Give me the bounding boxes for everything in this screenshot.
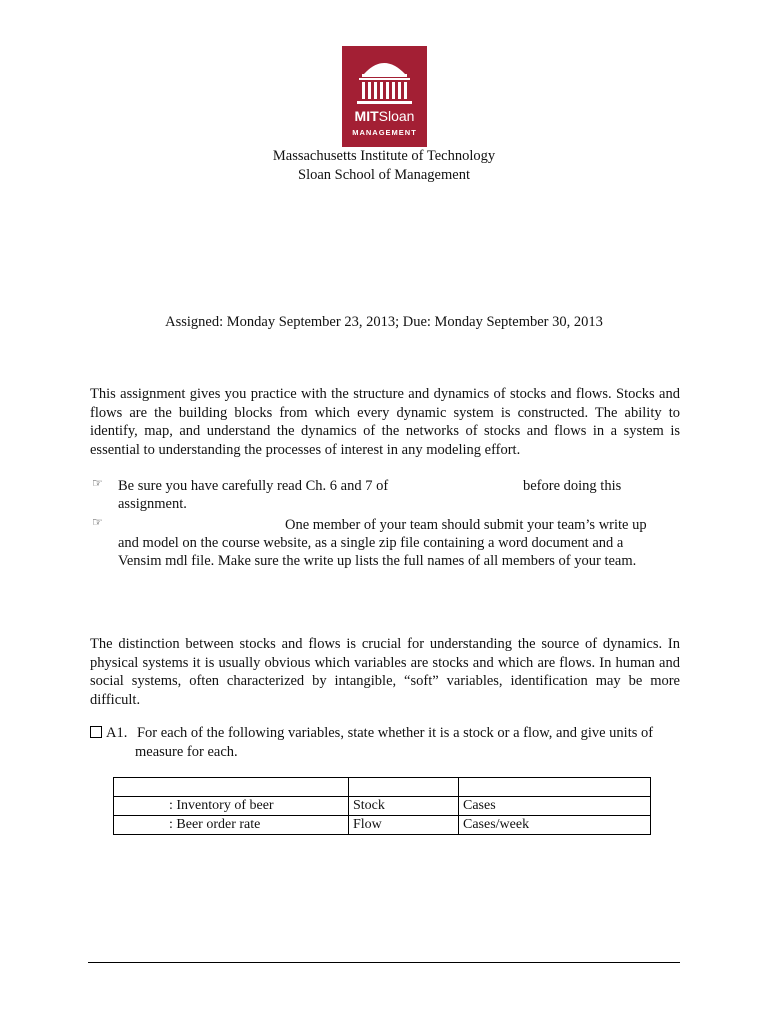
table-header-row bbox=[114, 778, 651, 797]
table-row bbox=[114, 797, 651, 816]
question-text-line2: measure for each. bbox=[135, 744, 238, 760]
question-a1 bbox=[90, 724, 690, 762]
type-cell: Flow bbox=[349, 816, 459, 835]
institution-name: Massachusetts Institute of Technology bbox=[272, 148, 496, 164]
bullet-reading bbox=[118, 477, 678, 513]
intro-paragraph: This assignment gives you practice with the structure and dynamics of stocks and flows. Stocks and flows are the building blocks from which every dynamic system is constructed. The ability to identify, map, and understand the dynamics of the networks of stocks and flows in a system is essential to understanding the processes of interest in any modeling effort. bbox=[90, 386, 680, 458]
bullet-reading-part1: Be sure you have carefully read Ch. 6 and 7 of bbox=[118, 478, 389, 494]
question-checkbox[interactable] bbox=[90, 726, 102, 738]
bullet-submission-line2: and model on the course website, as a single zip file containing a word document and a bbox=[118, 535, 624, 551]
bullet-submission-line1: One member of your team should submit your team’s write up bbox=[285, 517, 647, 533]
bullet-submission bbox=[118, 516, 688, 570]
question-label: A1. bbox=[106, 725, 128, 741]
distinction-paragraph: The distinction between stocks and flows is crucial for understanding the source of dynamics. In physical systems it is usually obvious which variables are stocks and which are flows. In human and social systems, often characterized by intangible, “soft” variables, identification may be more difficult. bbox=[90, 636, 680, 708]
units-cell: Cases bbox=[459, 797, 651, 816]
logo-brand-rest: Sloan bbox=[378, 108, 415, 124]
header bbox=[0, 147, 768, 185]
table-row bbox=[114, 816, 651, 835]
variable-cell: : Inventory of beer bbox=[114, 797, 349, 816]
logo-subtitle: MANAGEMENT bbox=[352, 128, 417, 137]
pointing-hand-icon: ☞ bbox=[92, 476, 103, 490]
question-text-line1: For each of the following variables, state whether it is a stock or a flow, and give units of bbox=[136, 725, 654, 741]
school-name: Sloan School of Management bbox=[298, 167, 470, 183]
svg-text:MITSloan bbox=[355, 108, 415, 124]
bullet-reading-line2: assignment. bbox=[118, 496, 187, 512]
footer-divider bbox=[88, 962, 680, 963]
variable-cell: : Beer order rate bbox=[114, 816, 349, 835]
logo-brand-bold: MIT bbox=[354, 108, 379, 124]
units-cell: Cases/week bbox=[459, 816, 651, 835]
dome-icon bbox=[342, 46, 427, 147]
mit-sloan-logo bbox=[342, 46, 427, 147]
pointing-hand-icon: ☞ bbox=[92, 515, 103, 529]
type-cell: Stock bbox=[349, 797, 459, 816]
bullet-reading-part2: before doing this bbox=[523, 478, 622, 494]
bullet-submission-line3: Vensim mdl file. Make sure the write up lists the full names of all members of your team. bbox=[118, 553, 637, 569]
variables-table bbox=[113, 777, 651, 835]
assignment-dates: Assigned: Monday September 23, 2013; Due: Monday September 30, 2013 bbox=[165, 314, 603, 330]
